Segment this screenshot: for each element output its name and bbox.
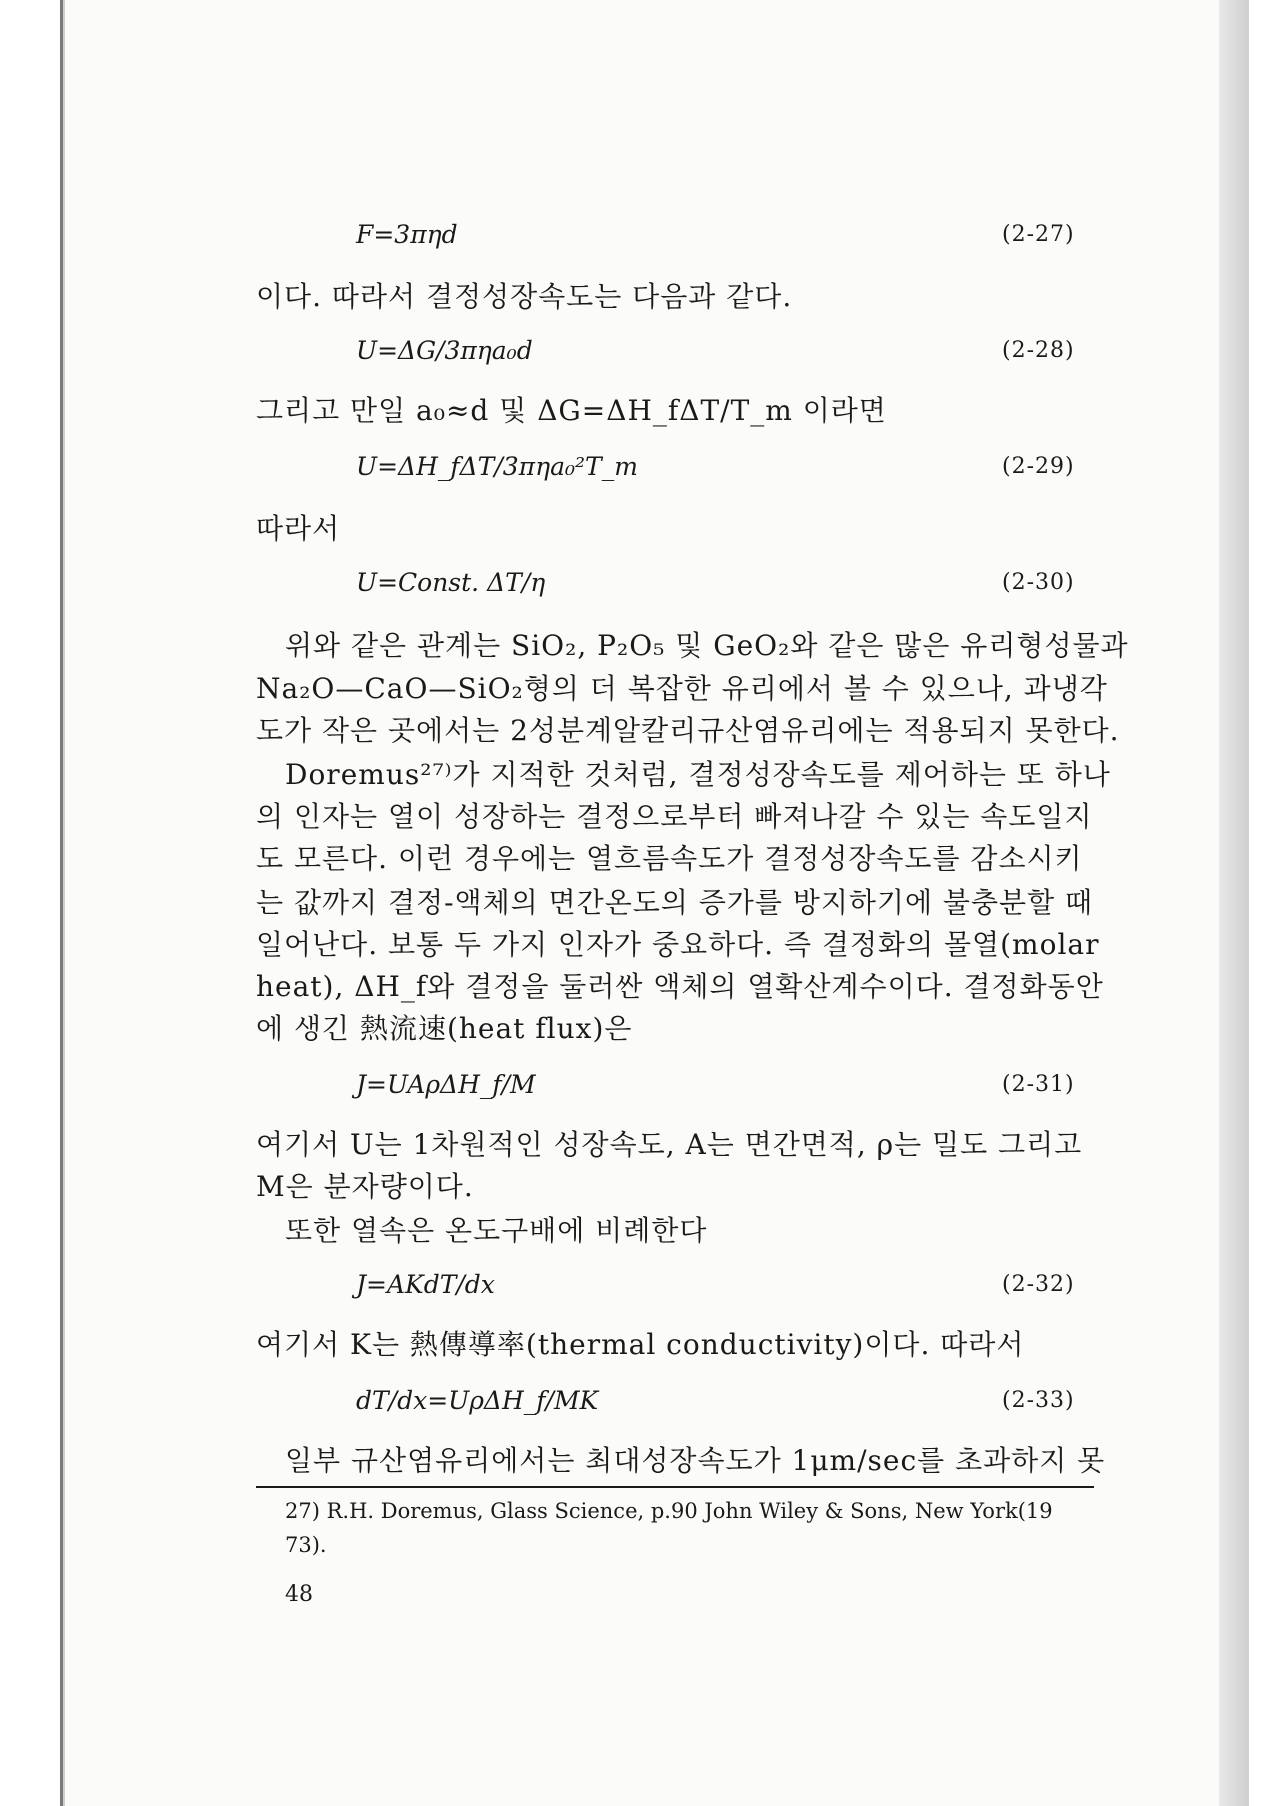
text-line: 에 생긴 熱流速(heat flux)은 [256, 1012, 633, 1045]
equation-number-2-27: (2-27) [1002, 222, 1075, 247]
equation-2-32: J=AKdT/dx [356, 1270, 495, 1299]
equation-2-33: dT/dx=UρΔH_f/MK [356, 1386, 599, 1415]
text-line: 그리고 만일 a₀≈d 및 ΔG=ΔH_fΔT/T_m 이라면 [256, 394, 887, 427]
equation-2-27: F=3πηd [356, 220, 458, 249]
text-line: 이다. 따라서 결정성장속도는 다음과 같다. [256, 280, 793, 313]
text-line: Na₂O—CaO—SiO₂형의 더 복잡한 유리에서 볼 수 있으나, 과냉각 [256, 672, 1108, 705]
equation-number-2-29: (2-29) [1002, 454, 1075, 479]
text-line: 의 인자는 열이 성장하는 결정으로부터 빠져나갈 수 있는 속도일지 [256, 800, 1093, 833]
equation-2-28: U=ΔG/3πηa₀d [356, 336, 533, 365]
text-line: 위와 같은 관계는 SiO₂, P₂O₅ 및 GeO₂와 같은 많은 유리형성물과 [285, 629, 1129, 662]
equation-2-30: U=Const. ΔT/η [356, 568, 546, 597]
equation-number-2-32: (2-32) [1002, 1272, 1075, 1297]
text-line: 도 모른다. 이런 경우에는 열흐름속도가 결정성장속도를 감소시키 [256, 842, 1083, 875]
text-line: 여기서 U는 1차원적인 성장속도, A는 면간면적, ρ는 밀도 그리고 [256, 1128, 1083, 1161]
equation-2-31: J=UAρΔH_f/M [356, 1070, 536, 1099]
equation-2-29: U=ΔH_fΔT/3πηa₀²T_m [356, 452, 638, 481]
text-line: 또한 열속은 온도구배에 비례한다 [285, 1214, 708, 1247]
text-line: 도가 작은 곳에서는 2성분계알칼리규산염유리에는 적용되지 못한다. [256, 714, 1120, 747]
equation-number-2-33: (2-33) [1002, 1388, 1075, 1413]
text-line: 일어난다. 보통 두 가지 인자가 중요하다. 즉 결정화의 몰열(molar [256, 928, 1100, 961]
page-number: 48 [285, 1582, 313, 1607]
equation-number-2-30: (2-30) [1002, 570, 1075, 595]
text-line: 여기서 K는 熱傳導率(thermal conductivity)이다. 따라서 [256, 1328, 1025, 1361]
equation-number-2-28: (2-28) [1002, 338, 1075, 363]
text-line: 는 값까지 결정-액체의 면간온도의 증가를 방지하기에 불충분할 때 [256, 886, 1094, 919]
text-line: 일부 규산염유리에서는 최대성장속도가 1μm/sec를 초과하지 못 [285, 1444, 1106, 1477]
text-line: heat), ΔH_f와 결정을 둘러싼 액체의 열확산계수이다. 결정화동안 [256, 970, 1104, 1003]
text-line: Doremus²⁷⁾가 지적한 것처럼, 결정성장속도를 제어하는 또 하나 [285, 758, 1111, 791]
equation-number-2-31: (2-31) [1002, 1072, 1075, 1097]
text-line: M은 분자량이다. [256, 1170, 474, 1203]
text-line: 따라서 [256, 512, 341, 545]
footnote-line-1: 27) R.H. Doremus, Glass Science, p.90 John Wiley & Sons, New York(19 [285, 1499, 1053, 1523]
footnote-separator [256, 1486, 1094, 1488]
footnote-line-2: 73). [285, 1533, 327, 1557]
